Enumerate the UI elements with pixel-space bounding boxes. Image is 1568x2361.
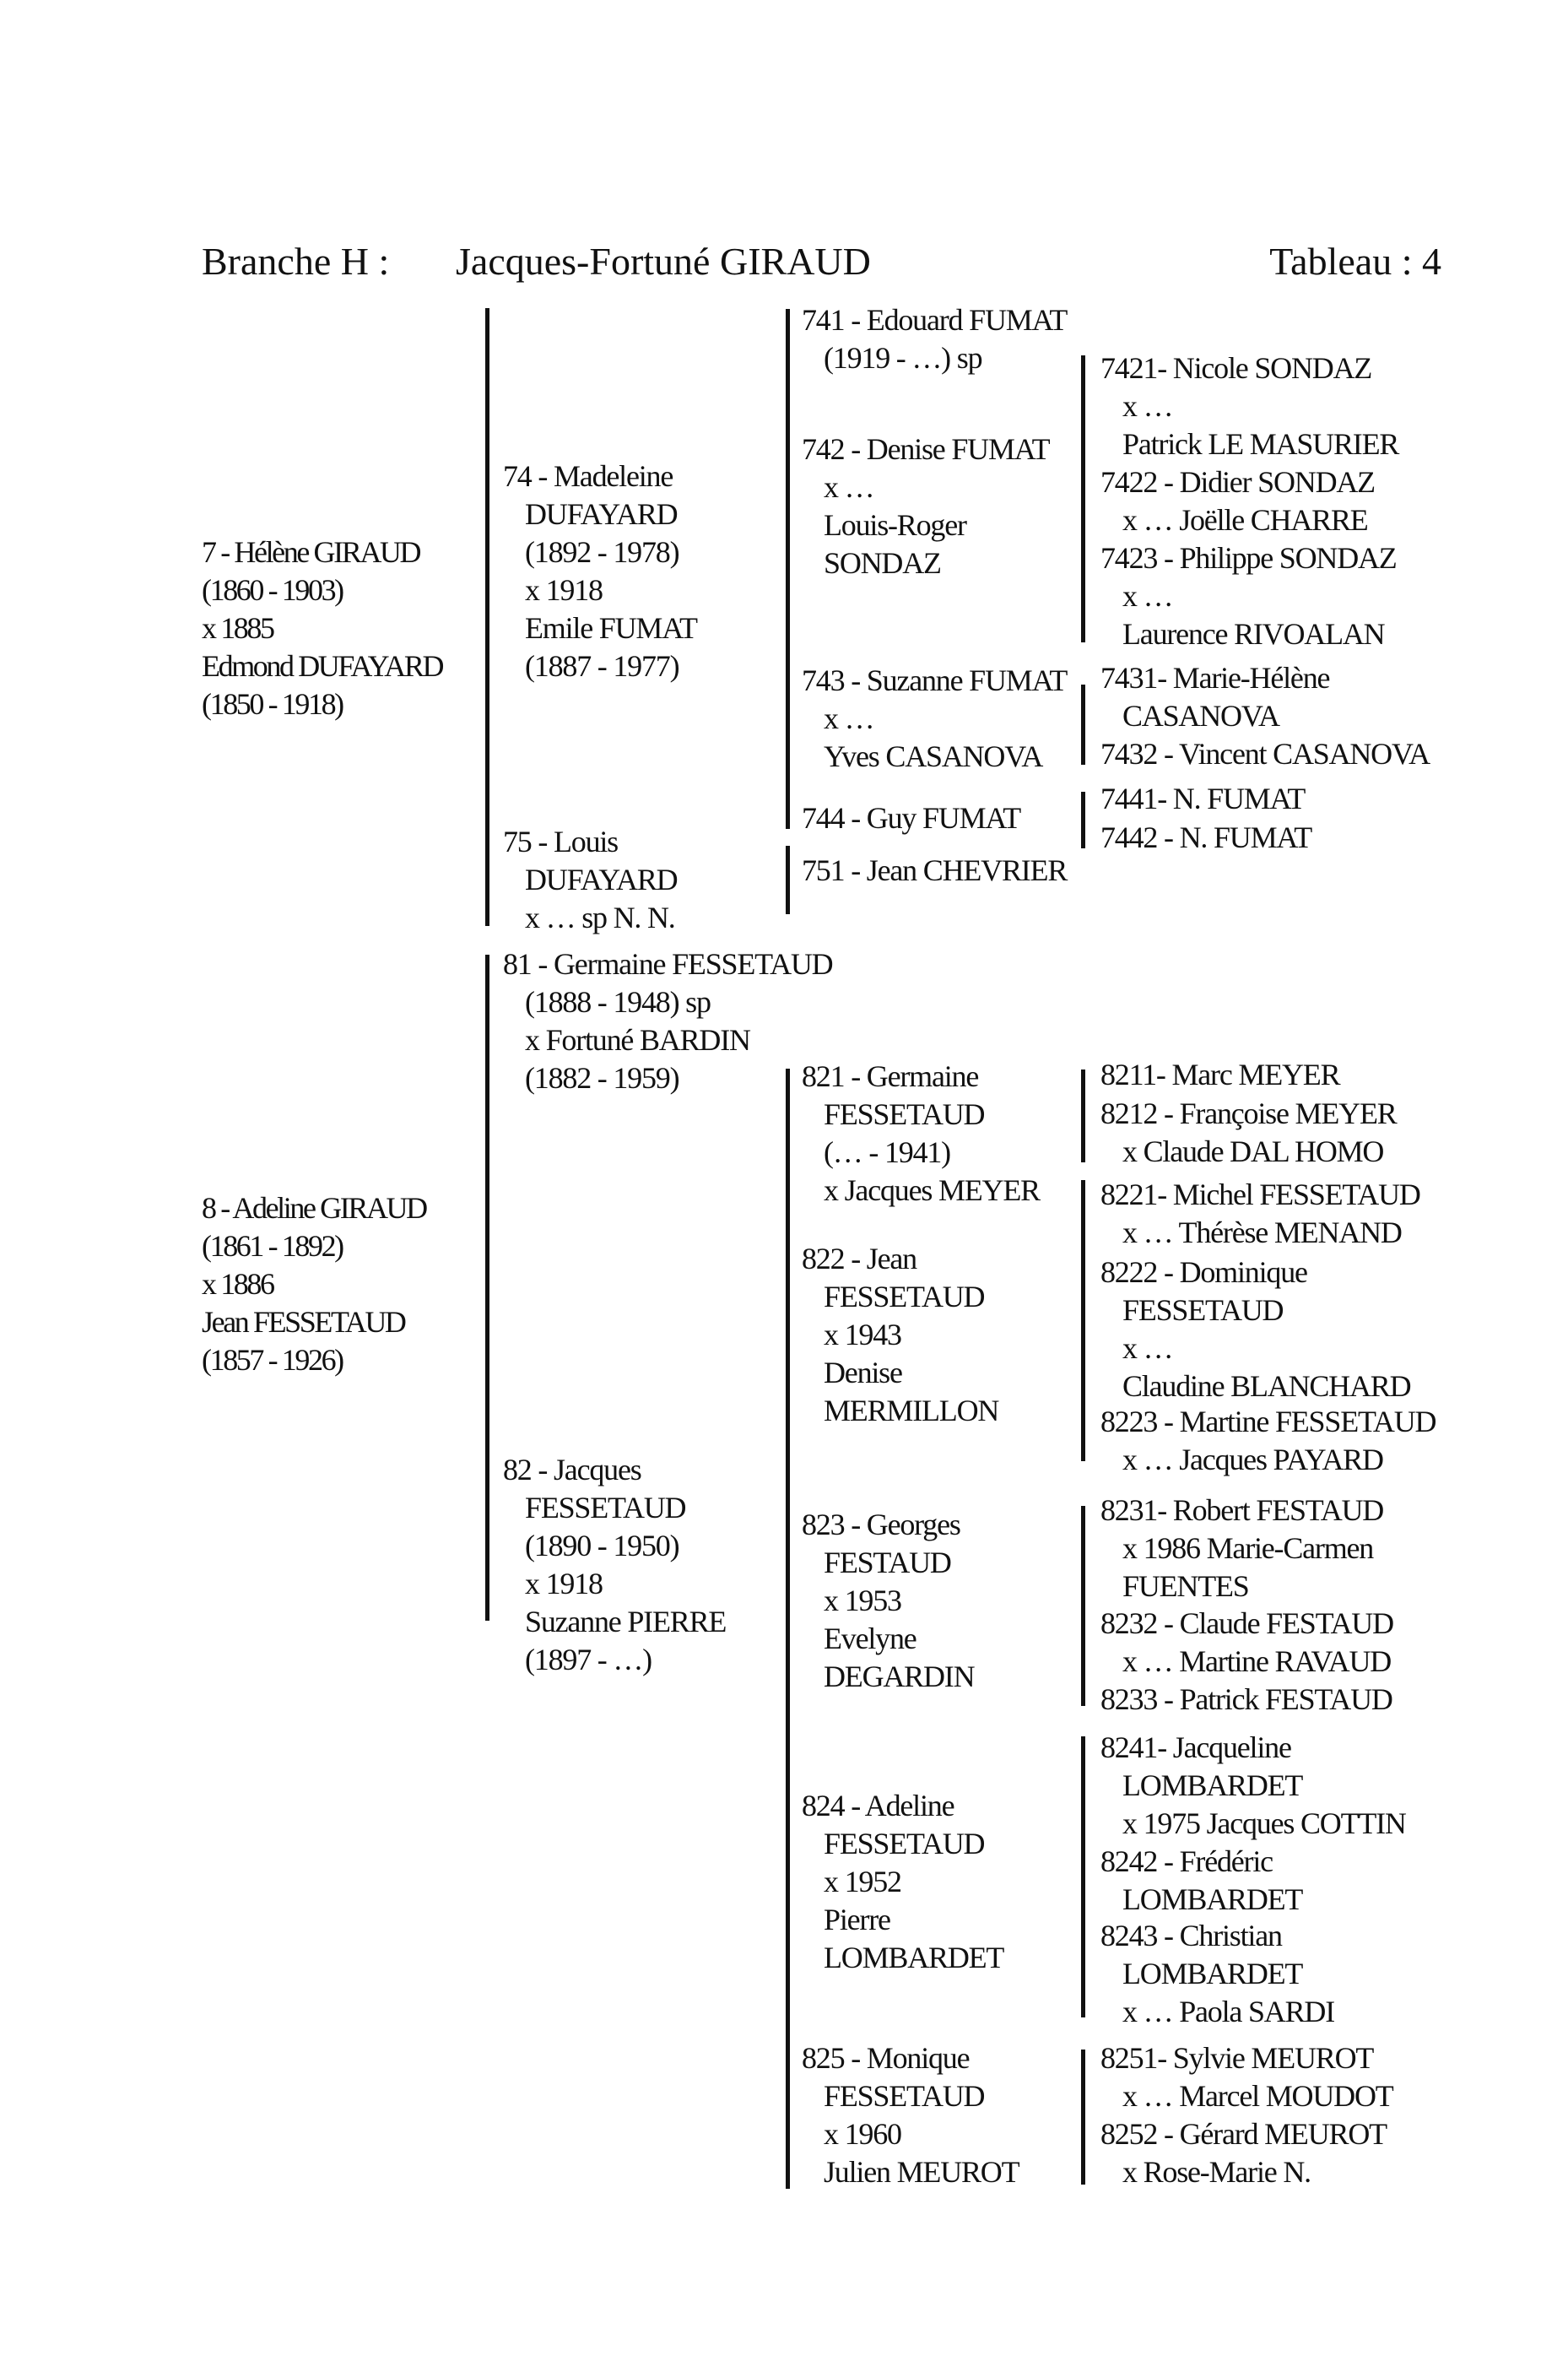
person-detail-line: FESSETAUD: [525, 1491, 686, 1524]
person-name-line: 7422 - Didier SONDAZ: [1100, 465, 1375, 499]
branch-connector-line: [485, 308, 489, 926]
person-entry: [802, 852, 1067, 890]
person-entry: [503, 945, 832, 1097]
person-entry: [1100, 1254, 1410, 1405]
branch-connector-line: [786, 1069, 790, 2189]
person-detail-line: x 1943: [824, 1318, 901, 1351]
branch-connector-line: [1081, 792, 1085, 848]
person-detail-line: SONDAZ: [824, 546, 941, 580]
person-detail-line: Julien MEUROT: [824, 2155, 1019, 2189]
person-detail-line: Pierre: [824, 1903, 890, 1936]
person-detail-line: x … Thérèse MENAND: [1122, 1216, 1402, 1249]
person-detail-line: x … Joëlle CHARRE: [1122, 503, 1368, 537]
person-entry: [202, 533, 442, 723]
person-detail-line: LOMBARDET: [1122, 1768, 1303, 1802]
person-entry: [802, 1506, 974, 1696]
person-entry: [1100, 1605, 1393, 1681]
person-detail-line: (1861 - 1892): [202, 1229, 343, 1263]
person-detail-line: Emile FUMAT: [525, 611, 697, 645]
person-detail-line: x … sp N. N.: [525, 901, 675, 934]
person-name-line: 75 - Louis: [503, 825, 618, 858]
person-detail-line: (1857 - 1926): [202, 1343, 343, 1377]
table-number: Tableau : 4: [1269, 240, 1441, 283]
person-detail-line: FUENTES: [1122, 1569, 1249, 1603]
branch-connector-line: [485, 955, 489, 1621]
person-detail-line: Yves CASANOVA: [824, 739, 1043, 773]
person-name-line: 82 - Jacques: [503, 1453, 641, 1486]
person-detail-line: x 1960: [824, 2117, 901, 2151]
person-detail-line: LOMBARDET: [1122, 1957, 1303, 1990]
person-detail-line: FESSETAUD: [1122, 1293, 1284, 1327]
person-detail-line: x … Marcel MOUDOT: [1122, 2079, 1393, 2113]
person-entry: [503, 823, 677, 937]
person-name-line: 742 - Denise FUMAT: [802, 432, 1050, 466]
person-detail-line: x …: [824, 470, 874, 504]
person-name-line: 7441- N. FUMAT: [1100, 782, 1306, 815]
person-name-line: 743 - Suzanne FUMAT: [802, 663, 1068, 697]
person-detail-line: x 1952: [824, 1865, 901, 1898]
person-detail-line: x … Martine RAVAUD: [1122, 1644, 1392, 1678]
person-detail-line: x Jacques MEYER: [824, 1173, 1040, 1207]
person-name-line: 8252 - Gérard MEUROT: [1100, 2117, 1387, 2151]
person-name-line: 8231- Robert FESTAUD: [1100, 1493, 1384, 1527]
person-entry: [1100, 659, 1329, 735]
person-detail-line: (1860 - 1903): [202, 573, 343, 607]
person-detail-line: DEGARDIN: [824, 1660, 975, 1693]
person-name-line: 7421- Nicole SONDAZ: [1100, 351, 1372, 385]
person-entry: [1100, 463, 1375, 539]
person-detail-line: FESSETAUD: [824, 1097, 985, 1131]
person-name-line: 81 - Germaine FESSETAUD: [503, 947, 833, 981]
person-name-line: 8232 - Claude FESTAUD: [1100, 1606, 1393, 1640]
person-detail-line: Suzanne PIERRE: [525, 1605, 727, 1638]
person-entry: [802, 1240, 998, 1430]
person-name-line: 8221- Michel FESSETAUD: [1100, 1178, 1420, 1211]
person-detail-line: x Fortuné BARDIN: [525, 1023, 750, 1057]
person-name-line: 823 - Georges: [802, 1508, 960, 1541]
person-entry: [1100, 1681, 1392, 1719]
person-name-line: 744 - Guy FUMAT: [802, 801, 1021, 835]
person-detail-line: x 1918: [525, 573, 603, 607]
person-detail-line: x 1885: [202, 611, 273, 645]
person-name-line: 7 - Hélène GIRAUD: [202, 535, 420, 569]
person-detail-line: FESSETAUD: [824, 1827, 985, 1860]
person-entry: [802, 301, 1067, 377]
person-entry: [503, 458, 697, 685]
person-name-line: 8 - Adeline GIRAUD: [202, 1191, 426, 1225]
person-name-line: 8222 - Dominique: [1100, 1255, 1307, 1289]
branch-connector-line: [1081, 1069, 1085, 1162]
person-detail-line: (… - 1941): [824, 1135, 950, 1169]
person-name-line: 8241- Jacqueline: [1100, 1730, 1291, 1764]
person-detail-line: x Claude DAL HOMO: [1122, 1134, 1384, 1168]
person-detail-line: (1890 - 1950): [525, 1529, 679, 1562]
person-entry: [1100, 2039, 1393, 2115]
person-detail-line: DUFAYARD: [525, 863, 678, 896]
person-detail-line: Patrick LE MASURIER: [1122, 427, 1399, 461]
person-name-line: 8233 - Patrick FESTAUD: [1100, 1682, 1392, 1716]
person-detail-line: (1919 - …) sp: [824, 341, 982, 375]
person-name-line: 8212 - Françoise MEYER: [1100, 1097, 1397, 1130]
person-name-line: 825 - Monique: [802, 2041, 970, 2075]
person-detail-line: x … Jacques PAYARD: [1122, 1443, 1383, 1476]
person-detail-line: DUFAYARD: [525, 497, 678, 531]
person-detail-line: x 1953: [824, 1584, 901, 1617]
person-entry: [1100, 1095, 1397, 1171]
person-detail-line: FESTAUD: [824, 1546, 951, 1579]
person-entry: [802, 662, 1067, 776]
person-entry: [1100, 1492, 1383, 1606]
person-entry: [1100, 539, 1397, 653]
person-detail-line: LOMBARDET: [824, 1941, 1004, 1974]
person-name-line: 824 - Adeline: [802, 1789, 954, 1822]
person-name-line: 8242 - Frédéric: [1100, 1844, 1273, 1878]
person-detail-line: MERMILLON: [824, 1394, 999, 1427]
person-name-line: 751 - Jean CHEVRIER: [802, 853, 1068, 887]
person-name-line: 741 - Edouard FUMAT: [802, 303, 1068, 337]
person-entry: [202, 1189, 426, 1379]
person-name-line: 74 - Madeleine: [503, 459, 673, 493]
person-name-line: 822 - Jean: [802, 1242, 916, 1275]
branch-connector-line: [1081, 1736, 1085, 2017]
person-entry: [1100, 1729, 1406, 1843]
person-entry: [1100, 819, 1311, 857]
person-detail-line: (1897 - …): [525, 1643, 652, 1676]
branch-connector-line: [1081, 355, 1085, 642]
person-detail-line: x … Paola SARDI: [1122, 1995, 1334, 2028]
branch-connector-line: [1081, 2050, 1085, 2185]
person-entry: [802, 2039, 1019, 2191]
person-entry: [1100, 1917, 1334, 2031]
person-name-line: 8223 - Martine FESSETAUD: [1100, 1405, 1436, 1438]
person-name-line: 8211- Marc MEYER: [1100, 1058, 1340, 1091]
person-detail-line: Evelyne: [824, 1622, 916, 1655]
branch-connector-line: [1081, 1180, 1085, 1461]
person-detail-line: x …: [824, 701, 874, 735]
person-name-line: 7431- Marie-Hélène: [1100, 661, 1330, 695]
person-detail-line: x 1886: [202, 1267, 273, 1301]
branch-label: Branche H :: [202, 240, 390, 283]
person-detail-line: FESSETAUD: [824, 2079, 985, 2113]
person-entry: [1100, 1056, 1339, 1094]
person-entry: [802, 1787, 1003, 1977]
person-detail-line: (1882 - 1959): [525, 1061, 679, 1095]
person-name-line: 7442 - N. FUMAT: [1100, 820, 1312, 854]
person-entry: [503, 1451, 726, 1679]
person-entry: [1100, 1176, 1420, 1252]
person-detail-line: (1888 - 1948) sp: [525, 985, 711, 1019]
person-detail-line: x 1986 Marie-Carmen: [1122, 1531, 1374, 1565]
person-entry: [1100, 1403, 1436, 1479]
person-detail-line: Louis-Roger: [824, 508, 966, 542]
person-name-line: 8243 - Christian: [1100, 1919, 1282, 1952]
person-detail-line: Denise: [824, 1356, 902, 1389]
person-detail-line: FESSETAUD: [824, 1280, 985, 1313]
page-title: Jacques-Fortuné GIRAUD: [456, 240, 871, 283]
person-detail-line: x …: [1122, 579, 1173, 613]
person-detail-line: Laurence RIVOALAN: [1122, 617, 1385, 651]
person-detail-line: (1892 - 1978): [525, 535, 679, 569]
person-detail-line: x Rose-Marie N.: [1122, 2155, 1311, 2189]
person-detail-line: x 1918: [525, 1567, 603, 1600]
person-detail-line: Edmond DUFAYARD: [202, 649, 443, 683]
person-entry: [1100, 780, 1305, 818]
person-detail-line: x 1975 Jacques COTTIN: [1122, 1806, 1406, 1840]
person-detail-line: (1850 - 1918): [202, 687, 343, 721]
person-detail-line: LOMBARDET: [1122, 1882, 1303, 1916]
person-entry: [1100, 349, 1398, 463]
person-name-line: 821 - Germaine: [802, 1059, 979, 1093]
person-name-line: 7432 - Vincent CASANOVA: [1100, 737, 1430, 771]
person-entry: [1100, 2115, 1387, 2191]
branch-connector-line: [1081, 685, 1085, 765]
person-detail-line: CASANOVA: [1122, 699, 1279, 733]
person-name-line: 7423 - Philippe SONDAZ: [1100, 541, 1397, 575]
person-detail-line: (1887 - 1977): [525, 649, 679, 683]
person-entry: [802, 431, 1049, 582]
branch-connector-line: [786, 846, 790, 914]
person-entry: [1100, 735, 1430, 773]
person-detail-line: x …: [1122, 389, 1173, 423]
person-detail-line: x …: [1122, 1331, 1173, 1365]
person-name-line: 8251- Sylvie MEUROT: [1100, 2041, 1374, 2075]
person-entry: [802, 799, 1020, 837]
person-entry: [802, 1058, 1040, 1210]
person-detail-line: Claudine BLANCHARD: [1122, 1369, 1411, 1403]
person-detail-line: Jean FESSETAUD: [202, 1305, 405, 1339]
branch-connector-line: [1081, 1506, 1085, 1706]
person-entry: [1100, 1843, 1302, 1919]
branch-connector-line: [786, 309, 790, 829]
